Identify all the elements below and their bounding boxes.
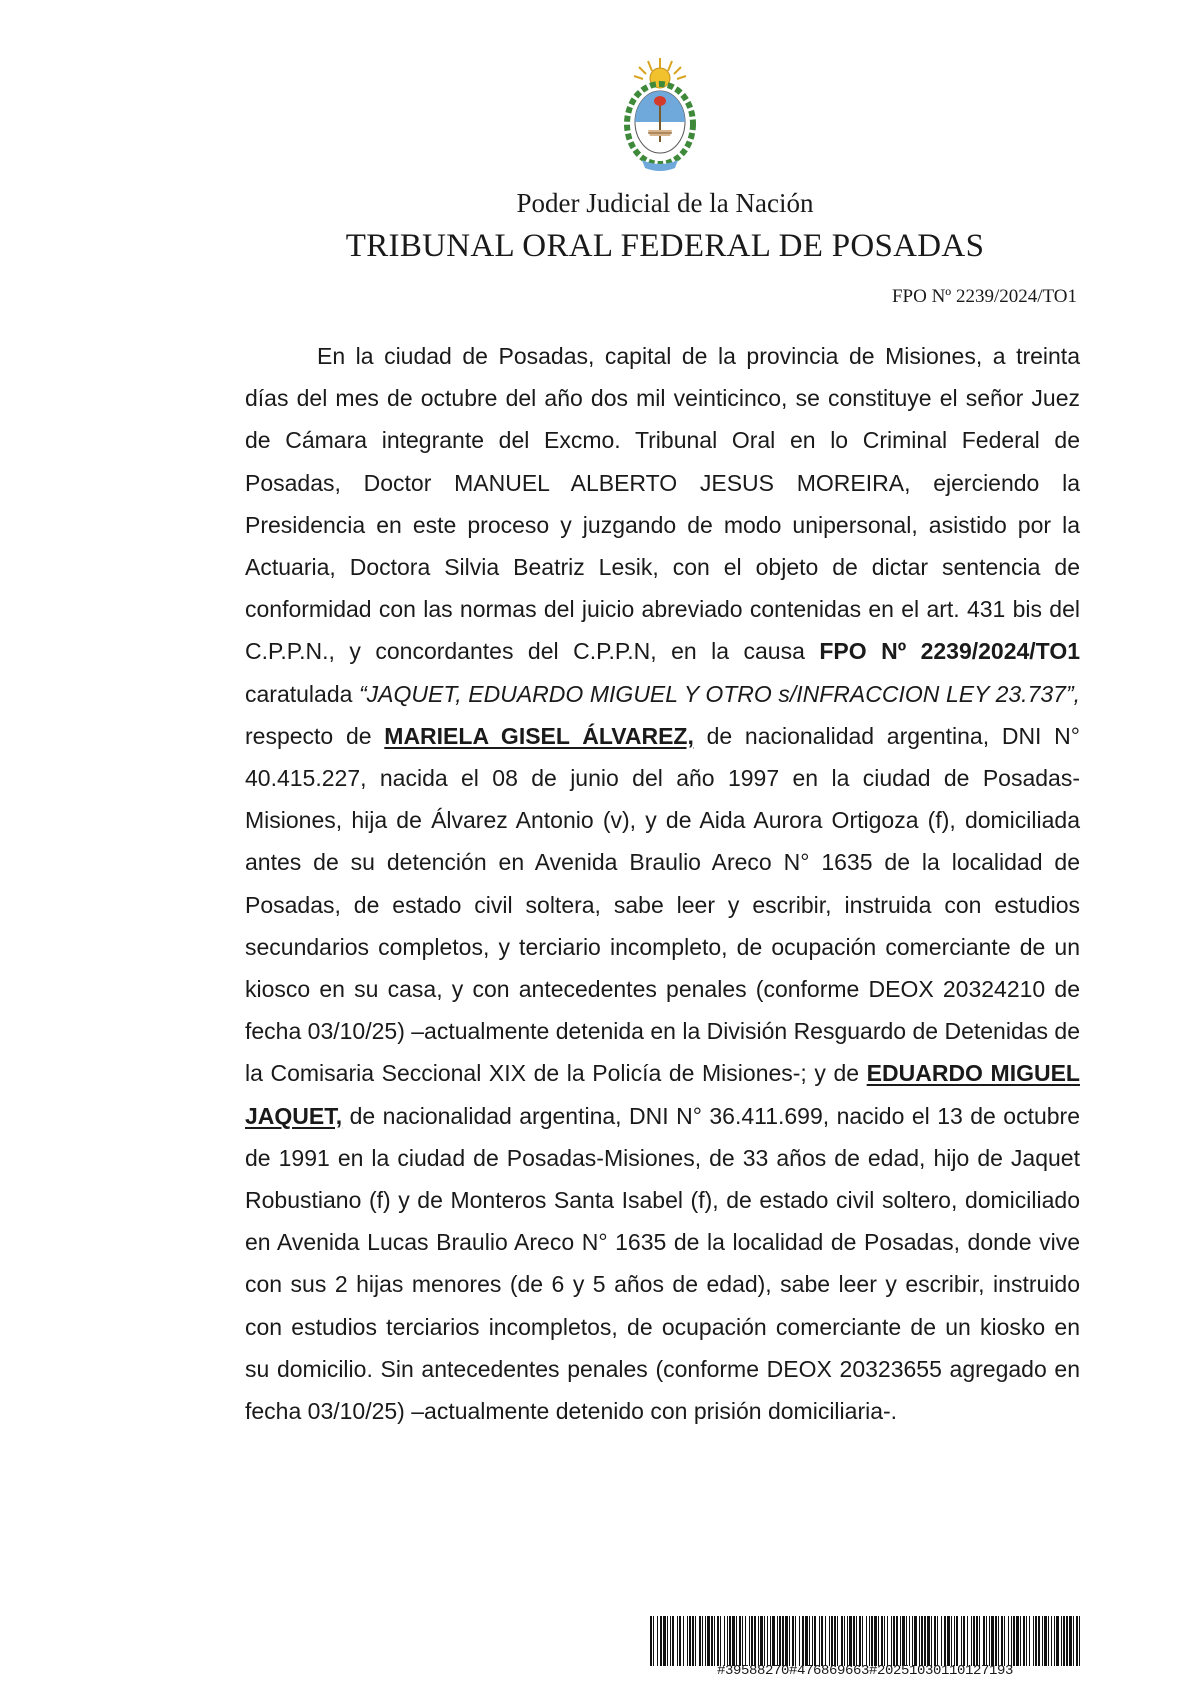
barcode-bar xyxy=(1079,1616,1080,1666)
barcode-bar xyxy=(749,1616,750,1666)
barcode-bar xyxy=(1033,1616,1034,1666)
barcode-bar xyxy=(777,1616,778,1666)
barcode-bar xyxy=(934,1616,936,1666)
barcode-bar xyxy=(660,1616,662,1666)
barcode-bar xyxy=(831,1616,833,1666)
barcode-bar xyxy=(812,1616,813,1666)
defendant-name-2: EDUARDO MIGUEL JAQUET, xyxy=(245,1060,1080,1129)
barcode-bar xyxy=(871,1616,873,1666)
barcode-bar xyxy=(853,1616,855,1666)
barcode-bar xyxy=(1069,1616,1072,1666)
barcode-bar xyxy=(1044,1616,1047,1666)
barcode-bar xyxy=(947,1616,950,1666)
barcode-bar xyxy=(841,1616,843,1666)
barcode-bar xyxy=(825,1616,826,1666)
barcode-bar xyxy=(1011,1616,1012,1666)
barcode-bar xyxy=(829,1616,830,1666)
case-reference: FPO Nº 2239/2024/TO1 xyxy=(891,286,1077,307)
barcode-bar xyxy=(1035,1616,1037,1666)
barcode-bar xyxy=(695,1616,696,1666)
barcode-bar xyxy=(767,1616,768,1666)
barcode-bar xyxy=(944,1616,946,1666)
barcode-bar xyxy=(663,1616,666,1666)
barcode-bar xyxy=(667,1616,668,1666)
barcode-bar xyxy=(847,1616,848,1666)
defendant-name-1: MARIELA GISEL ÁLVAREZ, xyxy=(384,722,694,749)
barcode-bar xyxy=(779,1616,781,1666)
barcode-bar xyxy=(785,1616,788,1666)
barcode-bar xyxy=(976,1616,978,1666)
barcode-bar xyxy=(670,1616,671,1666)
document-barcode xyxy=(650,1616,1080,1666)
barcode-bar xyxy=(754,1616,756,1666)
barcode-bar xyxy=(795,1616,796,1666)
barcode-bar xyxy=(973,1616,975,1666)
barcode-bar xyxy=(869,1616,870,1666)
barcode-bar xyxy=(1042,1616,1043,1666)
barcode-bar xyxy=(672,1616,674,1666)
barcode-bar xyxy=(878,1616,879,1666)
barcode-bar xyxy=(1008,1616,1009,1666)
barcode-bar xyxy=(1013,1616,1015,1666)
barcode-bar xyxy=(881,1616,883,1666)
barcode-bar xyxy=(760,1616,763,1666)
barcode-bar xyxy=(849,1616,852,1666)
barcode-bar xyxy=(931,1616,932,1666)
barcode-bar xyxy=(1001,1616,1003,1666)
barcode-bar xyxy=(924,1616,926,1666)
text-segment-2: caratulada xyxy=(245,680,353,707)
barcode-bar xyxy=(991,1616,994,1666)
barcode-bar xyxy=(677,1616,678,1666)
barcode-bar xyxy=(951,1616,952,1666)
barcode-bar xyxy=(714,1616,715,1666)
barcode-bar xyxy=(1048,1616,1049,1666)
barcode-bar xyxy=(837,1616,838,1666)
barcode-bar xyxy=(687,1616,688,1666)
barcode-bar xyxy=(724,1616,725,1666)
barcode-bar xyxy=(792,1616,794,1666)
barcode-bar xyxy=(887,1616,888,1666)
text-segment-4: de nacionalidad argentina, DNI N° 40.415.227, nacida el 08 de junio del año 1997 en la ciudad de Posadas-Misiones, hija de Álvarez Antonio (v), y de Aida Aurora Ortigoza (f), domiciliada antes de su detención en Avenida Braulio Areco N° 1635 de la localidad de Posadas, de estado civil soltera, sabe leer y escribir, instruida con estudios secundarios completos, y terciario incompleto, de ocupación comerciante de un kiosco en su casa, y con antecedentes penales (conforme DEOX 20324210 de fecha 03/10/25) –actualmente detenida en la División Resguardo de Detenidas de la Comisaria Seccional XIX de la Policía de Misiones-; y de xyxy=(245,722,1080,1087)
barcode-bar xyxy=(1023,1616,1025,1666)
barcode-bar xyxy=(844,1616,845,1666)
barcode-bar xyxy=(909,1616,910,1666)
text-segment-1: En la ciudad de Posadas, capital de la provincia de Misiones, a treinta días del mes de octubre del año dos mil veinticinco, se constituye el señor Juez de Cámara integrante del Excmo. Tribunal Oral en lo Criminal Federal de Posadas, Doctor MANUEL ALBERTO JESUS MOREIRA, ejerciendo la Presidencia en este proceso y juzgando de modo unipersonal, asistido por la Actuaria, Doctora Silvia Beatriz Lesik, con el objeto de dictar sentencia de conformidad con las normas del juicio abreviado contenidas en el art. 431 bis del C.P.P.N., y concordantes del C.P.P.N, en la causa xyxy=(245,343,1080,665)
barcode-bar xyxy=(657,1616,658,1666)
barcode-bar xyxy=(891,1616,892,1666)
barcode-bar xyxy=(736,1616,737,1666)
institution-name: Poder Judicial de la Nación xyxy=(516,188,814,218)
barcode-bar xyxy=(1066,1616,1068,1666)
barcode-bar xyxy=(1076,1616,1078,1666)
barcode-bar xyxy=(705,1616,706,1666)
barcode-bar xyxy=(789,1616,790,1666)
barcode-bar xyxy=(1004,1616,1005,1666)
barcode-bar xyxy=(742,1616,743,1666)
barcode-bar xyxy=(717,1616,719,1666)
text-segment-3: respecto de xyxy=(245,722,372,749)
barcode-bar xyxy=(884,1616,885,1666)
barcode-bar xyxy=(1016,1616,1019,1666)
barcode-bar xyxy=(900,1616,901,1666)
barcode-bar xyxy=(983,1616,985,1666)
barcode-bar xyxy=(770,1616,771,1666)
barcode-bar xyxy=(758,1616,759,1666)
barcode-bar xyxy=(896,1616,898,1666)
barcode-bar xyxy=(683,1616,684,1666)
barcode-bar xyxy=(954,1616,955,1666)
barcode-bar xyxy=(921,1616,923,1666)
barcode-bar xyxy=(927,1616,930,1666)
barcode-bar xyxy=(989,1616,990,1666)
text-segment-5: de nacionalidad argentina, DNI N° 36.411.699, nacido el 13 de octubre de 1991 en la ciudad de Posadas-Misiones, de 33 años de edad, hijo de Jaquet Robustiano (f) y de Monteros Santa Isabel (f), de estado civil soltero, domiciliado en Avenida Lucas Braulio Areco N° 1635 de la localidad de Posadas, donde vive con sus 2 hijas menores (de 6 y 5 años de edad), sabe leer y escribir, instruido con estudios terciarios incompletos, de ocupación comerciante de un kiosko en su domicilio. Sin antecedentes penales (conforme DEOX 20323655 agregado en fecha 03/10/25) –actualmente detenido con prisión domiciliaria-. xyxy=(245,1102,1081,1425)
barcode-bar xyxy=(772,1616,775,1666)
barcode-bar xyxy=(834,1616,836,1666)
barcode-bar xyxy=(995,1616,997,1666)
barcode-bar xyxy=(893,1616,895,1666)
barcode-bar xyxy=(912,1616,913,1666)
barcode-bar xyxy=(859,1616,861,1666)
barcode-bar xyxy=(821,1616,823,1666)
barcode-bar xyxy=(707,1616,710,1666)
barcode-bar xyxy=(702,1616,703,1666)
court-name: TRIBUNAL ORAL FEDERAL DE POSADAS xyxy=(345,228,985,264)
barcode-bar xyxy=(919,1616,920,1666)
barcode-bar xyxy=(711,1616,713,1666)
barcode-bar xyxy=(1029,1616,1030,1666)
barcode-bar xyxy=(819,1616,820,1666)
case-number: FPO Nº 2239/2024/TO1 xyxy=(819,638,1080,665)
barcode-bar xyxy=(1063,1616,1065,1666)
barcode-bar xyxy=(699,1616,701,1666)
barcode-bar xyxy=(866,1616,867,1666)
case-title: “JAQUET, EDUARDO MIGUEL Y OTRO s/INFRACCION LEY 23.737”, xyxy=(359,680,1080,707)
barcode-bar xyxy=(874,1616,877,1666)
barcode-bar xyxy=(802,1616,804,1666)
barcode-bar xyxy=(941,1616,942,1666)
barcode-bar xyxy=(799,1616,800,1666)
barcode-bar xyxy=(902,1616,905,1666)
barcode-bar xyxy=(764,1616,765,1666)
barcode-bar xyxy=(805,1616,808,1666)
barcode-bar xyxy=(814,1616,816,1666)
barcode-bar xyxy=(956,1616,958,1666)
barcode-bar xyxy=(967,1616,968,1666)
barcode-bar xyxy=(1020,1616,1021,1666)
barcode-bar xyxy=(653,1616,654,1666)
barcode-number: #39588270#476869663#20251030110127193 xyxy=(716,1663,1014,1679)
barcode-bar xyxy=(1056,1616,1059,1666)
barcode-bar xyxy=(971,1616,972,1666)
barcode-bar xyxy=(914,1616,917,1666)
barcode-bar xyxy=(961,1616,962,1666)
barcode-bar xyxy=(751,1616,753,1666)
sentence-preamble xyxy=(245,335,1080,1432)
barcode-bar xyxy=(1026,1616,1027,1666)
barcode-bar xyxy=(782,1616,784,1666)
barcode-bar xyxy=(679,1616,681,1666)
barcode-bar xyxy=(1073,1616,1074,1666)
barcode-bar xyxy=(1061,1616,1062,1666)
barcode-bar xyxy=(937,1616,938,1666)
barcode-bar xyxy=(963,1616,965,1666)
barcode-bar xyxy=(1054,1616,1055,1666)
barcode-bar xyxy=(1038,1616,1040,1666)
barcode-bar xyxy=(862,1616,863,1666)
barcode-bar xyxy=(732,1616,735,1666)
barcode-bar xyxy=(727,1616,728,1666)
barcode-bar xyxy=(809,1616,810,1666)
barcode-bar xyxy=(906,1616,907,1666)
barcode-bar xyxy=(986,1616,987,1666)
barcode-bar xyxy=(856,1616,857,1666)
barcode-bar xyxy=(720,1616,721,1666)
barcode-bar xyxy=(745,1616,746,1666)
national-coat-of-arms-icon xyxy=(620,56,700,174)
barcode-bar xyxy=(692,1616,694,1666)
barcode-bar xyxy=(1051,1616,1052,1666)
barcode-bar xyxy=(979,1616,980,1666)
barcode-bar xyxy=(689,1616,691,1666)
barcode-bar xyxy=(650,1616,652,1666)
barcode-bar xyxy=(739,1616,741,1666)
barcode-bar xyxy=(998,1616,999,1666)
barcode-bar xyxy=(729,1616,731,1666)
